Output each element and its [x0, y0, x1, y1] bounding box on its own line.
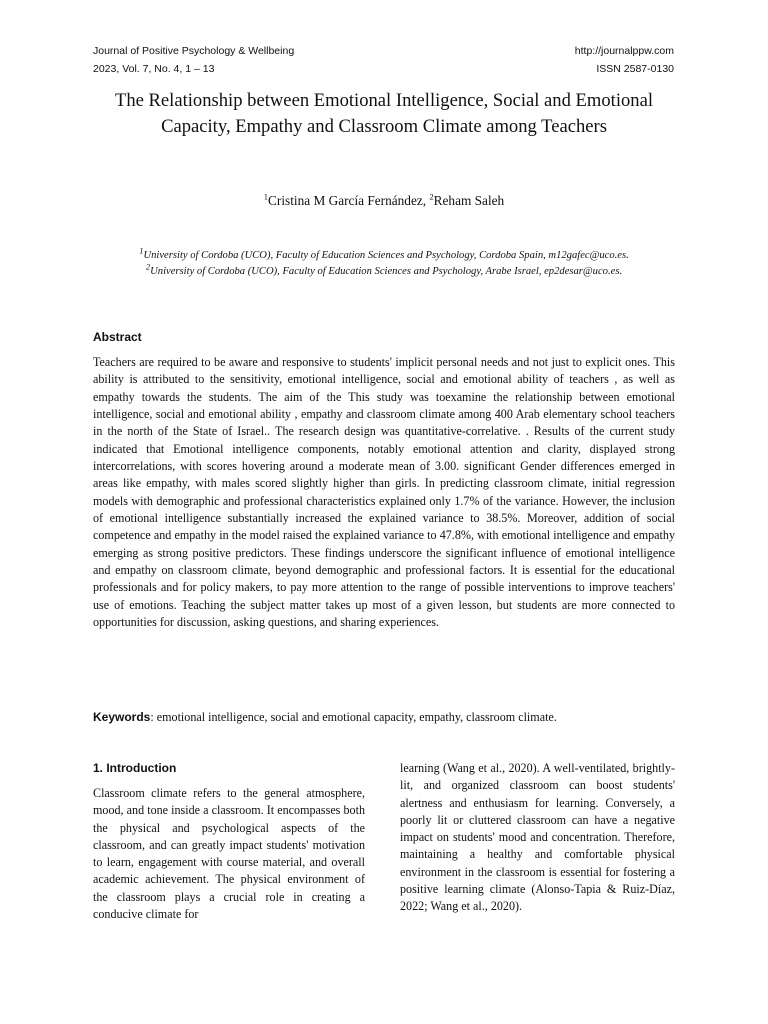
affiliation-1-mark: 1 [139, 245, 144, 256]
author-2-mark: 2 [429, 191, 434, 202]
affiliation-2-text: University of Cordoba (UCO), Faculty of Education Sciences and Psychology, Arabe Israel, ep2desar@uco.es. [150, 266, 623, 277]
abstract-text: Teachers are required to be aware and responsive to students' implicit personal needs and not just to explicit ones. This ability is attributed to the sensitivity, emotional intelligence, social and emotional ability of teachers , as well as empathy towards the students. The aim of the This study was toexamine the relationship between emotional intelligence, social and emotional ability , empathy and classroom climate among 400 Arab elementary school teachers in the north of the State of Israel.. The research design was quantitative-correlative. . Results of the current study indicated that Emotional intelligence components, notably emotional attention and clarity, displayed strong intercorrelations, with scores hovering around a moderate mean of 3.00. significant Gender differences emerged in areas like empathy, with males scored slightly higher than girls. In predicting classroom climate, initial regression models with demographic and professional characteristics explained only 1.7% of the variance. However, the inclusion of emotional intelligence substantially increased the explained variance to 38.5%. Moreover, addition of social competence and empathy in the model raised the explained variance to 47.8%, with emotional intelligence and empathy emerging as strong positive predictors. These findings underscore the significant influence of emotional intelligence and empathy on classroom climate, beyond demographic and professional factors. It is essential for the educational professionals and for policy makers, to pay more attention to the range of possible interventions to improve teachers' use of emotions. Teaching the subject matter takes up most of a given lesson, but students are more connected to opportunities for discussion, asking questions, and sharing experiences. [93, 355, 675, 630]
intro-paragraph-left: Classroom climate refers to the general atmosphere, mood, and tone inside a classroom. It encompasses both the physical and psychological aspects of the classroom, and can greatly impact students' motivation to learn, engagement with course material, and overall academic achievement. The physical environment of the classroom plays a crucial role in creating a conducive climate for [93, 786, 365, 922]
journal-name: Journal of Positive Psychology & Wellbeing [93, 45, 295, 57]
affiliation-1-text: University of Cordoba (UCO), Faculty of Education Sciences and Psychology, Cordoba Spain, m12gafec@uco.es. [143, 250, 629, 261]
journal-url[interactable]: http://journalppw.com [574, 45, 674, 57]
author-1-mark: 1 [263, 191, 269, 202]
intro-right-column [400, 760, 675, 916]
journal-issue: 2023, Vol. 7, No. 4, 1 – 13 [93, 63, 215, 75]
introduction-heading: 1. Introduction [93, 761, 177, 775]
author-line [93, 192, 675, 210]
intro-paragraph-right: learning (Wang et al., 2020). A well-ventilated, brightly-lit, and organized classroom can boost students' alertness and enthusiasm for learning. Conversely, a poorly lit or cluttered classroom can have a negative impact on students' mood and concentration. Therefore, maintaining a healthy and comfortable physical environment in the classroom is essential for fostering a positive learning climate (Alonso-Tapia & Ruiz-Díaz, 2022; Wang et al., 2020). [400, 761, 675, 914]
paper-title: The Relationship between Emotional Intelligence, Social and Emotional Capacity, Empathy and Classroom Climate among Teachers [114, 90, 654, 137]
journal-header-right [575, 42, 674, 78]
keywords-text: : emotional intelligence, social and emotional capacity, empathy, classroom climate. [150, 710, 557, 724]
abstract-heading: Abstract [93, 330, 142, 344]
affiliation-1 [93, 245, 675, 264]
affiliations [93, 245, 675, 280]
journal-header-left [93, 42, 294, 78]
keywords-label: Keywords [93, 710, 151, 724]
keywords-line [93, 708, 675, 726]
journal-issn: ISSN 2587-0130 [596, 63, 674, 75]
affiliation-2-mark: 2 [145, 261, 151, 272]
author-2-name: Reham Saleh [433, 193, 505, 208]
affiliation-2 [93, 261, 675, 280]
author-1-name: Cristina M García Fernández, [268, 193, 430, 208]
intro-left-column [93, 759, 365, 923]
